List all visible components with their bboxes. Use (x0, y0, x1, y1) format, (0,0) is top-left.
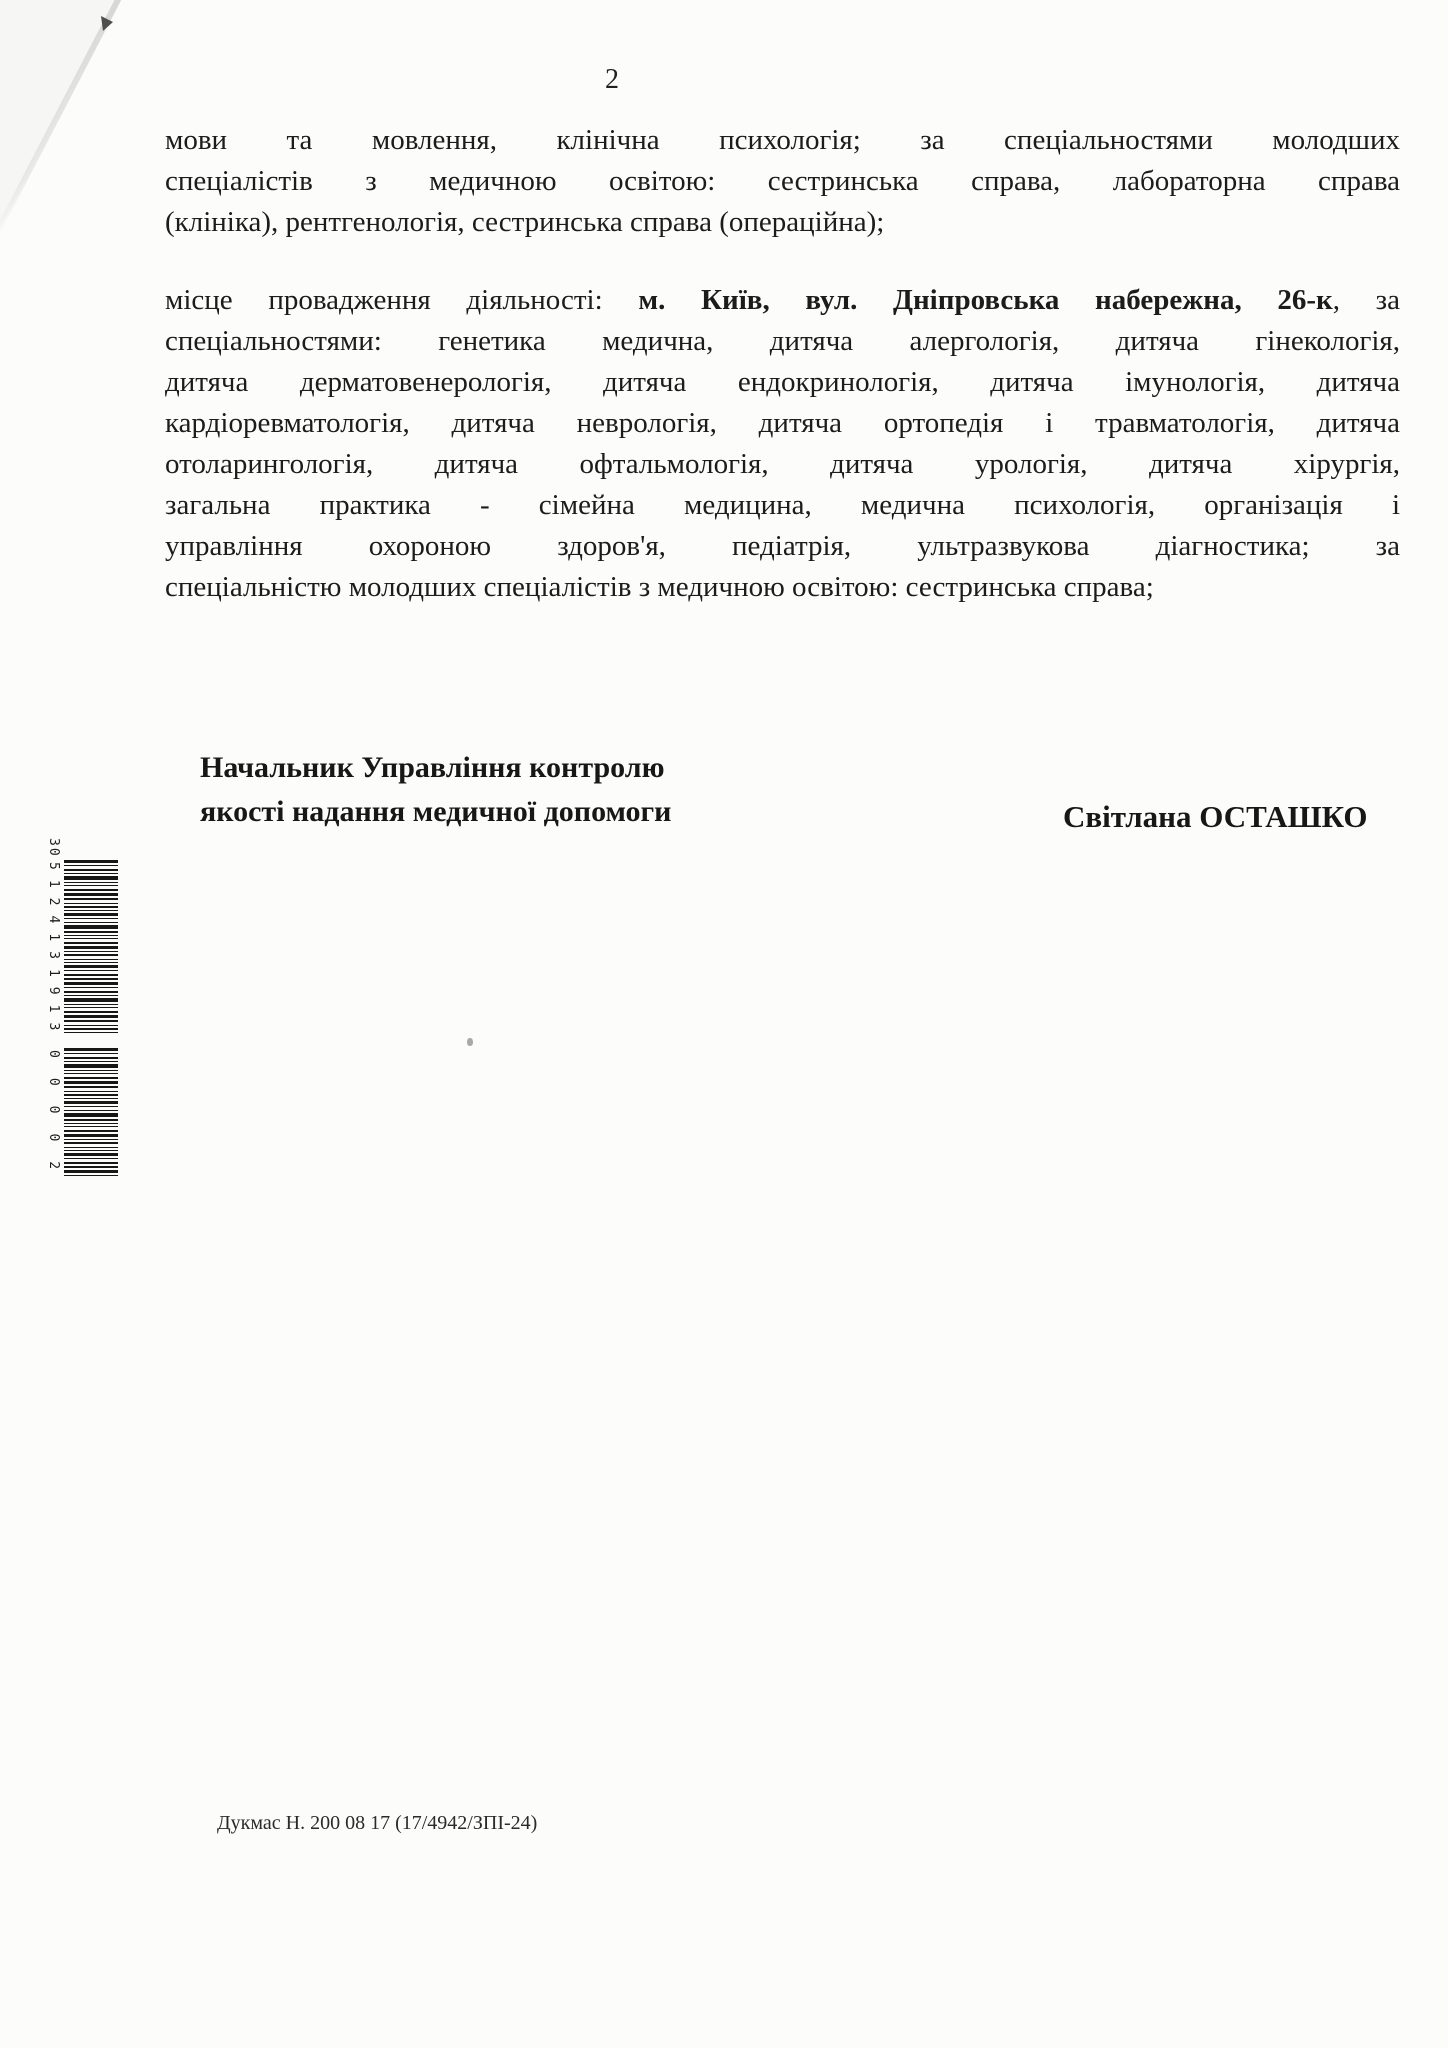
barcode-bar (64, 998, 118, 1002)
barcode-bar (64, 910, 118, 911)
barcode-bar (64, 931, 118, 933)
barcode-bar (64, 1150, 118, 1151)
barcode-bar (64, 860, 118, 863)
barcode-digit-prefix: 30 (46, 838, 61, 858)
signature-title-line: якості надання медичної допомоги (200, 795, 672, 828)
barcode-bar (64, 1134, 118, 1137)
footer-reference: Дукмас Н. 200 08 17 (17/4942/ЗПІ-24) (217, 1812, 538, 1834)
barcode-bar (64, 889, 118, 891)
barcode-bar (64, 1048, 118, 1051)
barcode-bar (64, 938, 118, 939)
barcode-bar (64, 1110, 118, 1111)
barcode-bar (64, 1094, 118, 1096)
paragraph-place-of-activity (165, 280, 1400, 608)
barcode-bar (64, 882, 118, 883)
barcode-bar (64, 1025, 118, 1026)
barcode-bar (64, 1098, 118, 1099)
text-segment: управління охороною здоров'я, педіатрія, ультразвукова діагностика; за (165, 530, 1400, 562)
barcode-bar (64, 1053, 118, 1054)
text-line (165, 485, 1400, 526)
barcode-bar (64, 954, 118, 956)
barcode-bar (64, 1142, 118, 1144)
barcode-bar (64, 1020, 118, 1022)
text-line (165, 120, 1400, 161)
text-line (165, 444, 1400, 485)
barcode-bar (64, 1101, 118, 1104)
barcode-bar (64, 1064, 118, 1068)
barcode-bar (64, 1004, 118, 1005)
barcode-bar (64, 942, 118, 944)
barcode-bar (64, 1147, 118, 1148)
barcode-bar (64, 1007, 118, 1008)
barcode-bar (64, 1113, 118, 1117)
text-segment: кардіоревматологія, дитяча неврологія, дитяча ортопедія і травматологія, дитяча (165, 407, 1400, 439)
barcode-bar (64, 978, 118, 980)
barcode-bar (64, 991, 118, 993)
barcode-bar (64, 1139, 118, 1140)
barcode-bar (64, 925, 118, 929)
barcode-bar (64, 1077, 118, 1079)
barcode-bar (64, 903, 118, 904)
barcode-bar (64, 1011, 118, 1013)
barcode-bar (64, 1032, 118, 1033)
fold-shadow (0, 0, 116, 236)
barcode-bar (64, 922, 118, 923)
barcode-bar (64, 1158, 118, 1159)
text-line (165, 403, 1400, 444)
signature-title (200, 746, 671, 834)
barcode-bar (64, 1175, 118, 1176)
barcode-bar (64, 1073, 118, 1074)
barcode-bar (64, 1086, 118, 1088)
barcode-bar (64, 1126, 118, 1127)
barcode-bar (64, 906, 118, 908)
barcode (42, 838, 118, 1190)
barcode-bar (64, 913, 118, 916)
barcode-bar (64, 1028, 118, 1030)
barcode-bar (64, 974, 118, 976)
paragraph-specialties (165, 120, 1400, 243)
text-line (165, 362, 1400, 403)
barcode-bar (64, 1123, 118, 1124)
text-line (165, 280, 1400, 321)
barcode-bar (64, 1106, 118, 1107)
text-line (165, 526, 1400, 567)
text-segment: спеціальностями: генетика медична, дитяча алергологія, дитяча гінекологія, (165, 325, 1400, 357)
barcode-bar (64, 876, 118, 880)
barcode-bar (64, 1166, 118, 1168)
text-line (165, 161, 1400, 202)
barcode-bar (64, 873, 118, 874)
text-segment-bold: м. Київ, вул. Дніпровська набережна, 26-к (638, 284, 1333, 316)
barcode-bar (64, 1162, 118, 1164)
barcode-digits (43, 838, 61, 1190)
barcode-bar (64, 1070, 118, 1071)
barcode-bar (64, 1061, 118, 1062)
text-line (165, 321, 1400, 362)
barcode-bar (64, 1130, 118, 1132)
barcode-bar (64, 962, 118, 963)
text-segment: , за (1332, 284, 1401, 316)
barcode-bar (64, 970, 118, 971)
barcode-bar (64, 1091, 118, 1092)
barcode-bar (64, 1081, 118, 1084)
text-segment: (клініка), рентгенологія, сестринська справа (операційна); (165, 206, 885, 238)
text-line (165, 567, 1400, 608)
barcode-bar (64, 1057, 118, 1059)
barcode-bar (64, 893, 118, 896)
barcode-digit-main: 5124131913 (46, 862, 61, 1041)
barcode-bar (64, 1170, 118, 1173)
barcode-digit-suffix: 00002 (46, 1050, 61, 1190)
text-segment: дитяча дерматовенерологія, дитяча ендокринологія, дитяча імунологія, дитяча (165, 366, 1400, 398)
text-segment: місце провадження діяльності: (165, 284, 639, 316)
barcode-bar (64, 885, 118, 886)
barcode-bars-group-2 (64, 1048, 118, 1178)
barcode-bar (64, 1015, 118, 1018)
text-segment: спеціальністю молодших спеціалістів з медичною освітою: сестринська справа; (165, 571, 1154, 603)
barcode-bar (64, 898, 118, 900)
barcode-bars (64, 838, 118, 1178)
barcode-bar (64, 1119, 118, 1121)
text-segment: мови та мовлення, клінічна психологія; за спеціальностями молодших (165, 124, 1400, 156)
barcode-bar (64, 951, 118, 952)
text-segment: отоларингологія, дитяча офтальмологія, дитяча урологія, дитяча хірургія, (165, 448, 1400, 480)
barcode-bar (64, 1153, 118, 1156)
text-segment: спеціалістів з медичною освітою: сестринська справа, лабораторна справа (165, 165, 1400, 197)
barcode-bar (64, 995, 118, 996)
barcode-bar (64, 918, 118, 919)
fold-mark (101, 16, 113, 31)
barcode-bar (64, 965, 118, 968)
page-number: 2 (605, 64, 619, 95)
barcode-bar (64, 982, 118, 985)
barcode-bar (64, 987, 118, 988)
barcode-bars-group-1 (64, 860, 118, 1036)
fold-crease-line (0, 0, 121, 240)
signature-title-line: Начальник Управління контролю (200, 751, 665, 784)
barcode-bar (64, 946, 118, 949)
signature-name: Світлана ОСТАШКО (1063, 799, 1368, 834)
barcode-bar (64, 935, 118, 936)
text-line (165, 202, 1400, 243)
barcode-bar (64, 959, 118, 960)
text-segment: загальна практика - сімейна медицина, медична психологія, організація і (165, 489, 1400, 521)
ink-speck (467, 1038, 473, 1046)
barcode-bar (64, 865, 118, 866)
barcode-bar (64, 869, 118, 871)
